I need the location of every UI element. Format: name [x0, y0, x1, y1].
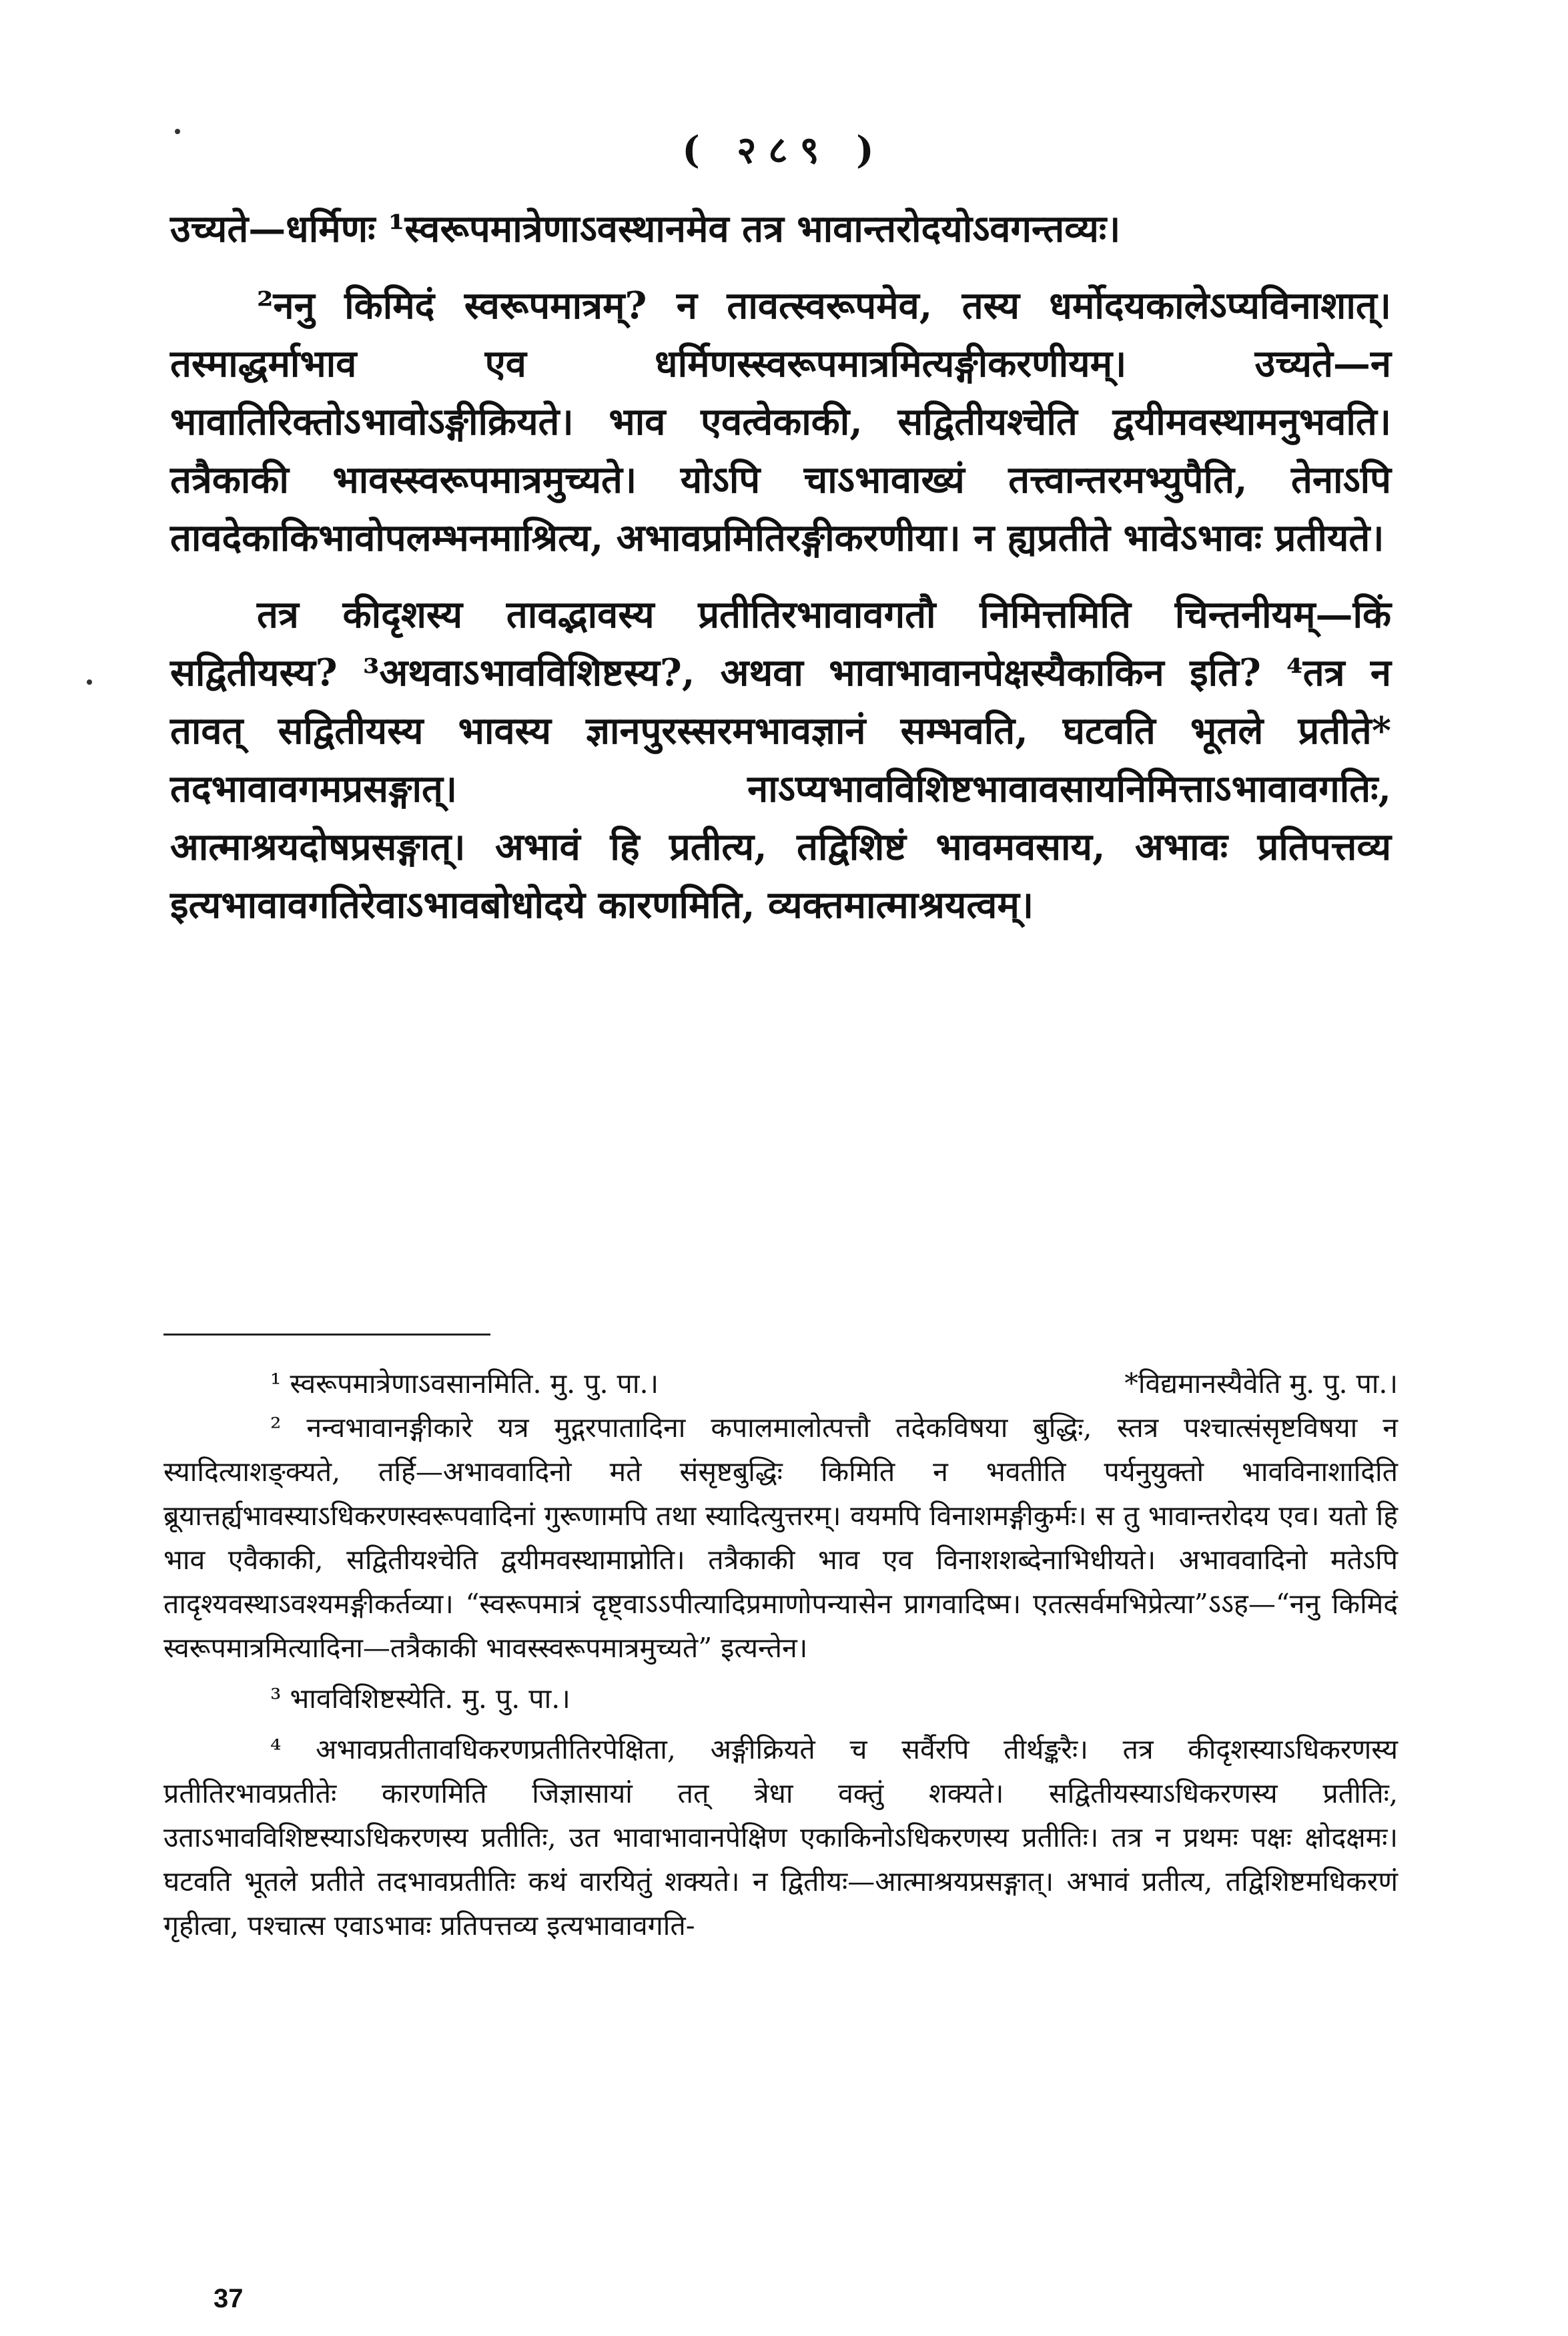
footnote-divider — [163, 1334, 490, 1336]
footnote-1: ¹ स्वरूपमात्रेणाऽवसानमिति. मु. पु. पा.। — [270, 1368, 659, 1400]
page-number: ( २८९ ) — [682, 128, 886, 172]
footnote-3: ³ भावविशिष्टस्येति. मु. पु. पा.। — [270, 1683, 570, 1715]
paragraph: तत्र कीदृशस्य तावद्भावस्य प्रतीतिरभावावगतौ निमित्तमिति चिन्तनीयम्—किं सद्वितीयस्य? ³अथवाऽभावविशिष्टस्य?, अथवा भावाभावानपेक्षस्यैकाकिन इति? ⁴तत्र न तावत् सद्वितीयस्य भावस्य ज्ञानपुरस्सरमभावज्ञानं सम्भवति, घटवति भूतले प्रतीते* तदभावावगमप्रसङ्गात्। नाऽप्यभावविशिष्टभावावसायनिमित्ताऽभावावगतिः, आत्माश्रयदोषप्रसङ्गात्। अभावं हि प्रतीत्य, तद्विशिष्टं भावमवसाय, अभावः प्रतिपत्तव्य इत्यभावावगतिरेवाऽभावबोधोदये कारणमिति, व्यक्तमात्माश्रयत्वम्। — [170, 593, 1391, 927]
footnote-2: ² नन्वभावानङ्गीकारे यत्र मुद्गरपातादिना कपालमालोत्पत्तौ तदेकविषया बुद्धिः, स्तत्र पश्चात्संसृष्टविषया न स्यादित्याशङ्क्यते, तर्हि—अभाववादिनो मते संसृष्टबुद्धिः किमिति न भवतीति पर्यनुयुक्तो भावविनाशादिति ब्रूयात्तर्ह्यभावस्याऽधिकरणस्वरूपवादिनां गुरूणामपि तथा स्यादित्युत्तरम्। वयमपि विनाशमङ्गीकुर्मः। स तु भावान्तरोदय एव। यतो हि भाव एवैकाकी, सद्वितीयश्चेति द्वयीमवस्थामाप्नोति। तत्रैकाकी भाव एव विनाशशब्देनाभिधीयते। अभाववादिनो मतेऽपि तादृश्यवस्थाऽवश्यमङ्गीकर्तव्या। “स्वरूपमात्रं दृष्ट्वाऽऽपीत्यादिप्रमाणोपन्यासेन प्रागवादिष्म। एतत्सर्वमभिप्रेत्या”ऽऽह—“ननु किमिदं स्वरूपमात्रमित्यादिना—तत्रैकाकी भावस्स्वरूपमात्रमुच्यते” इत्यन्तेन। — [163, 1412, 1398, 1664]
ink-speck — [87, 679, 92, 685]
paragraph: उच्यते—धर्मिणः ¹स्वरूपमात्रेणाऽवस्थानमेव तत्र भावान्तरोदयोऽवगन्तव्यः। — [170, 207, 1121, 251]
footnotes — [163, 1362, 1398, 1954]
footnote-star: *विद्यमानस्यैवेति मु. पु. पा.। — [1124, 1368, 1398, 1400]
footnote-4: ⁴ अभावप्रतीतावधिकरणप्रतीतिरपेक्षिता, अङ्गीक्रियते च सर्वैरपि तीर्थङ्करैः। तत्र कीदृशस्याऽधिकरणस्य प्रतीतिरभावप्रतीतेः कारणमिति जिज्ञासायां तत् त्रेधा वक्तुं शक्यते। सद्वितीयस्याऽधिकरणस्य प्रतीतिः, उताऽभावविशिष्टस्याऽधिकरणस्य प्रतीतिः, उत भावाभावानपेक्षिण एकाकिनोऽधिकरणस्य प्रतीतिः। तत्र न प्रथमः पक्षः क्षोदक्षमः। घटवति भूतले प्रतीते तदभावप्रतीतिः कथं वारयितुं शक्यते। न द्वितीयः—आत्माश्रयप्रसङ्गात्। अभावं प्रतीत्य, तद्विशिष्टमधिकरणं गृहीत्वा, पश्चात्स एवाऽभावः प्रतिपत्तव्य इत्यभावावगति- — [163, 1733, 1398, 1942]
footnote-row — [163, 1362, 1398, 1406]
main-text — [170, 200, 1391, 953]
signature-mark: 37 — [214, 2284, 244, 2313]
paragraph: ²ननु किमिदं स्वरूपमात्रम्? न तावत्स्वरूपमेव, तस्य धर्मोदयकालेऽप्यविनाशात्। तस्माद्धर्माभाव एव धर्मिणस्स्वरूपमात्रमित्यङ्गीकरणीयम्। उच्यते—न भावातिरिक्तोऽभावोऽङ्गीक्रियते। भाव एवत्वेकाकी, सद्वितीयश्चेति द्वयीमवस्थामनुभवति। तत्रैकाकी भावस्स्वरूपमात्रमुच्यते। योऽपि चाऽभावाख्यं तत्त्वान्तरमभ्युपैति, तेनाऽपि तावदेकाकिभावोपलम्भनमाश्रित्य, अभावप्रमितिरङ्गीकरणीया। न ह्यप्रतीते भावेऽभावः प्रतीयते। — [170, 284, 1391, 560]
